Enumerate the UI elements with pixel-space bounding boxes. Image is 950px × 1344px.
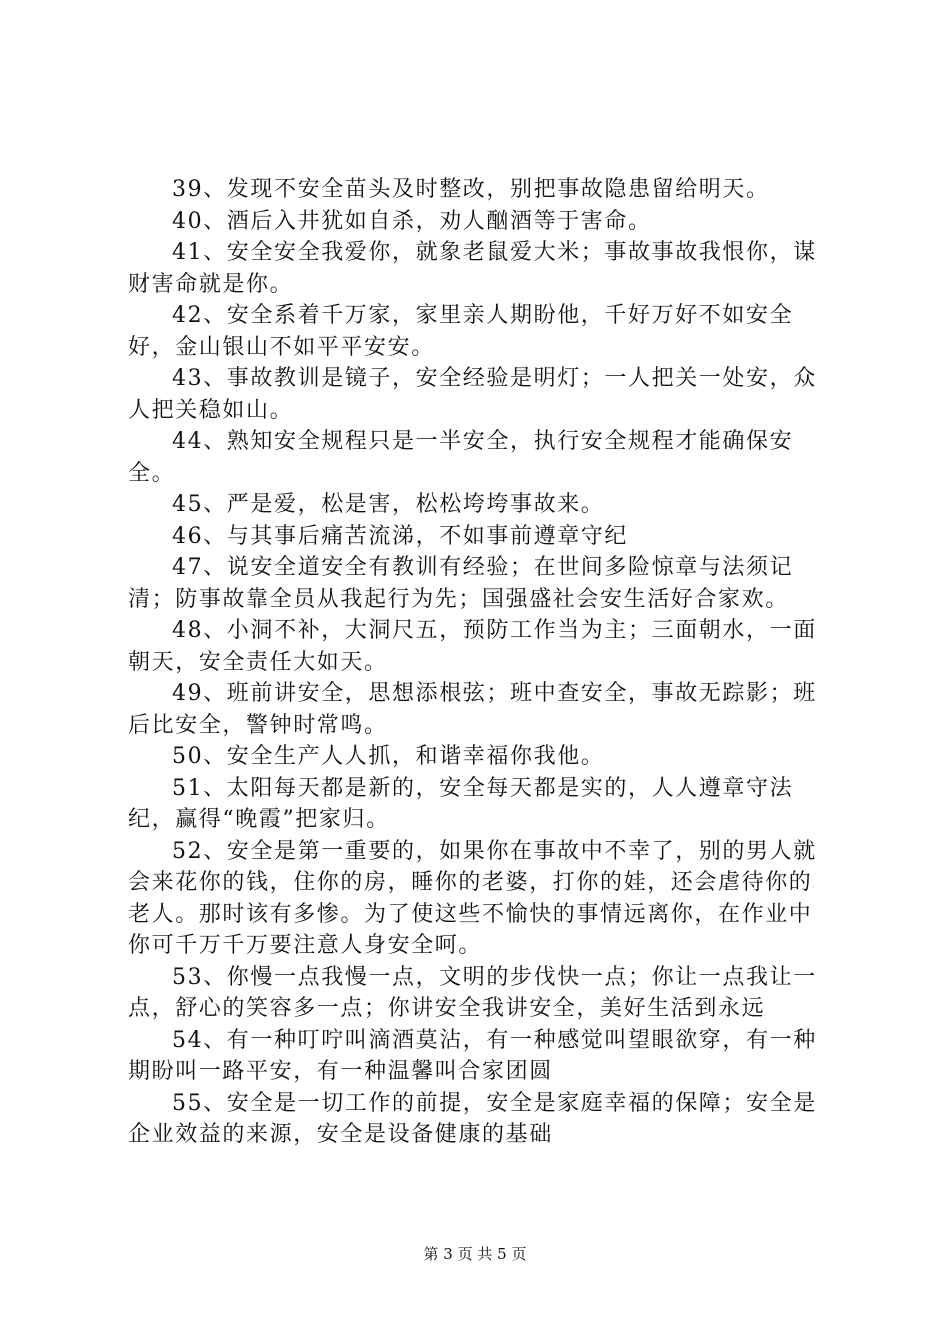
paragraph-39: 39、发现不安全苗头及时整改，别把事故隐患留给明天。: [172, 177, 770, 202]
paragraph-45: 45、严是爱，松是害，松松垮垮事故来。: [172, 492, 605, 517]
paragraph-47: 47、说安全道安全有教训有经验；在世间多险惊章与法须记清；防事故靠全员从我起行为先；国强盛社会安生活好合家欢。: [128, 555, 794, 612]
paragraph-49: 49、班前讲安全，思想添根弦；班中查安全，事故无踪影；班后比安全，警钟时常鸣。: [128, 681, 817, 738]
paragraph-55: 55、安全是一切工作的前提，安全是家庭幸福的保障；安全是企业效益的来源，安全是设备健康的基础: [128, 1090, 817, 1147]
paragraph-44: 44、熟知安全规程只是一半安全，执行安全规程才能确保安全。: [128, 429, 794, 486]
document-body: [128, 174, 834, 1151]
paragraph-43: 43、事故教训是镜子，安全经验是明灯；一人把关一处安，众人把关稳如山。: [128, 366, 817, 423]
paragraph-50: 50、安全生产人人抓，和谐幸福你我他。: [172, 744, 605, 769]
paragraph-53: 53、你慢一点我慢一点，文明的步伐快一点；你让一点我让一点，舒心的笑容多一点；你讲安全我讲安全，美好生活到永远: [128, 964, 817, 1021]
paragraph-48: 48、小洞不补，大洞尺五，预防工作当为主；三面朝水，一面朝天，安全责任大如天。: [128, 618, 817, 675]
page-number-footer: 第 3 页 共 5 页: [423, 1245, 527, 1263]
paragraph-41: 41、安全安全我爱你，就象老鼠爱大米；事故事故我恨你，谋财害命就是你。: [128, 240, 817, 297]
paragraph-54: 54、有一种叮咛叫滴酒莫沾，有一种感觉叫望眼欲穿，有一种期盼叫一路平安，有一种温馨叫合家团圆: [128, 1027, 817, 1084]
paragraph-51: 51、太阳每天都是新的，安全每天都是实的，人人遵章守法纪，赢得“晚霞”把家归。: [128, 775, 794, 832]
paragraph-46: 46、与其事后痛苦流涕，不如事前遵章守纪: [172, 523, 628, 549]
paragraph-52: 52、安全是第一重要的，如果你在事故中不幸了，别的男人就会来花你的钱，住你的房，睡你的老婆，打你的娃，还会虐待你的老人。那时该有多惨。为了使这些不愉快的事情远离你，在作业中你可千万千万要注意人身安全呵。: [128, 838, 817, 958]
paragraph-42: 42、安全系着千万家，家里亲人期盼他，千好万好不如安全好，金山银山不如平平安安。: [128, 303, 794, 360]
paragraph-40: 40、酒后入井犹如自杀，劝人酗酒等于害命。: [172, 208, 652, 234]
